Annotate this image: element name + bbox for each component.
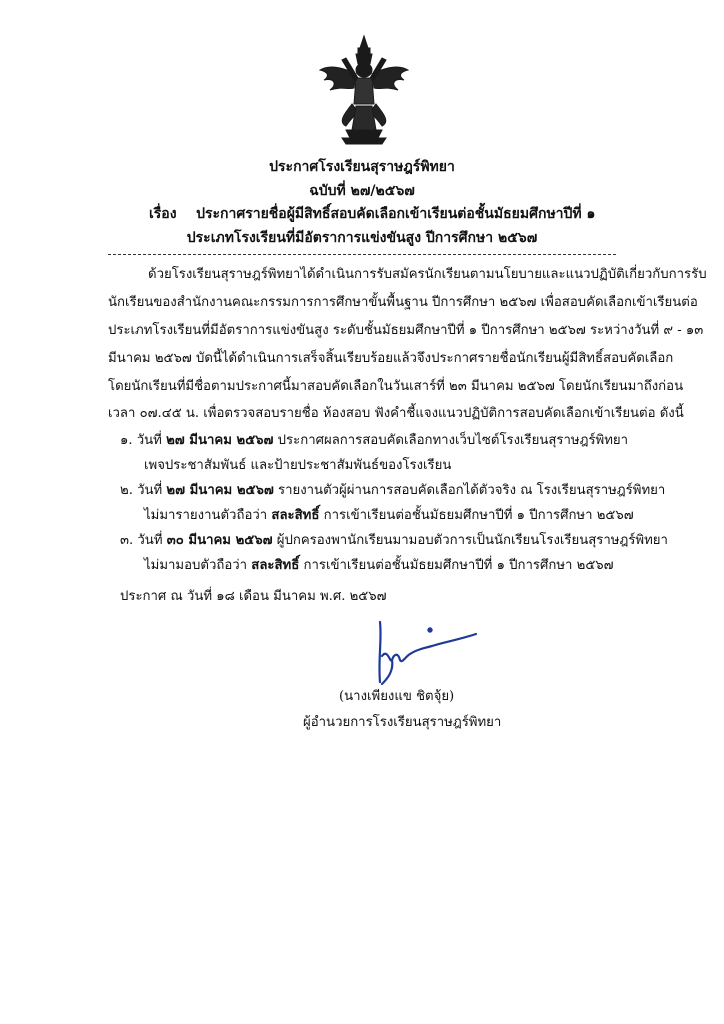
handwritten-signature-icon xyxy=(372,620,482,690)
list-item-continuation xyxy=(144,507,634,525)
paragraph-line: เวลา ๐๗.๔๕ น. เพื่อตรวจสอบรายชื่อ ห้องสอบ ฟังคำชี้แจงแนวปฏิบัติการสอบคัดเลือกเข้าเรียนต่อ ดังนี้ xyxy=(108,406,684,421)
item-number: ๒. วันที่ xyxy=(120,483,163,498)
item-date: ๒๗ มีนาคม ๒๕๖๗ xyxy=(166,483,274,498)
item-number: ๑. วันที่ xyxy=(120,433,162,448)
item-line2-suffix: การเข้าเรียนต่อชั้นมัธยมศึกษาปีที่ ๑ ปีการศึกษา ๒๕๖๗ xyxy=(323,508,634,523)
item-date: ๓๐ มีนาคม ๒๕๖๗ xyxy=(166,533,273,548)
item-line2: เพจประชาสัมพันธ์ และป้ายประชาสัมพันธ์ของโรงเรียน xyxy=(144,458,452,473)
paragraph-line: ด้วยโรงเรียนสุราษฎร์พิทยาได้ดำเนินการรับสมัครนักเรียนตามนโยบายและแนวปฏิบัติเกี่ยวกับการรับ xyxy=(148,267,707,282)
list-item-continuation xyxy=(144,457,451,475)
item-date: ๒๗ มีนาคม ๒๕๖๗ xyxy=(166,433,274,448)
list-item xyxy=(120,432,628,450)
paragraph-line: โดยนักเรียนที่มีชื่อตามประกาศนี้มาสอบคัดเลือกในวันเสาร์ที่ ๒๓ มีนาคม ๒๕๖๗ โดยนักเรียนมาถึงก่อน xyxy=(108,379,684,394)
list-item xyxy=(120,532,668,550)
item-line2-suffix: การเข้าเรียนต่อชั้นมัธยมศึกษาปีที่ ๑ ปีการศึกษา ๒๕๖๗ xyxy=(303,558,614,573)
item-number: ๓. วันที่ xyxy=(120,533,163,548)
announcement-date: ประกาศ ณ วันที่ ๑๘ เดือน มีนาคม พ.ศ. ๒๕๖๗ xyxy=(120,589,387,604)
document-title: ประกาศโรงเรียนสุราษฎร์พิทยา xyxy=(269,159,455,175)
item-text: ประกาศผลการสอบคัดเลือกทางเว็บไซต์โรงเรียนสุราษฎร์พิทยา xyxy=(277,433,629,448)
item-text: ผู้ปกครองพานักเรียนมามอบตัวการเป็นนักเรียนโรงเรียนสุราษฎร์พิทยา xyxy=(276,533,668,548)
signer-position: ผู้อำนวยการโรงเรียนสุราษฎร์พิทยา xyxy=(303,715,502,730)
item-line2-emphasis: สละสิทธิ์ xyxy=(271,508,320,523)
document-subject-line2: ประเภทโรงเรียนที่มีอัตราการแข่งขันสูง ปีการศึกษา ๒๕๖๗ xyxy=(186,230,538,246)
paragraph-line: มีนาคม ๒๕๖๗ บัดนี้ได้ดำเนินการเสร็จสิ้นเรียบร้อยแล้วจึงประกาศรายชื่อนักเรียนผู้มีสิทธิ์สอบคัดเลือก xyxy=(108,351,674,366)
subject-prefix: เรื่อง xyxy=(149,206,177,222)
item-line2-emphasis: สละสิทธิ์ xyxy=(251,558,300,573)
item-line2-prefix: ไม่มารายงานตัวถือว่า xyxy=(144,508,268,523)
paragraph-line: ประเภทโรงเรียนที่มีอัตราการแข่งขันสูง ระดับชั้นมัธยมศึกษาปีที่ ๑ ปีการศึกษา ๒๕๖๗ ระหว่างวันที่ ๙ - ๑๓ xyxy=(108,323,704,338)
header-divider xyxy=(108,254,616,255)
signer-name: (นางเพียงแข ชิตจุ้ย) xyxy=(339,689,455,704)
document-issue-number: ฉบับที่ ๒๗/๒๕๖๗ xyxy=(309,183,415,199)
garuda-emblem-icon xyxy=(316,34,412,146)
subject-text: ประกาศรายชื่อผู้มีสิทธิ์สอบคัดเลือกเข้าเรียนต่อชั้นมัธยมศึกษาปีที่ ๑ xyxy=(196,206,596,222)
item-text: รายงานตัวผู้ผ่านการสอบคัดเลือกได้ตัวจริง ณ โรงเรียนสุราษฎร์พิทยา xyxy=(278,483,666,498)
item-line2-prefix: ไม่มามอบตัวถือว่า xyxy=(144,558,248,573)
list-item xyxy=(120,482,665,500)
paragraph-line: นักเรียนของสำนักงานคณะกรรมการการศึกษาขั้นพื้นฐาน ปีการศึกษา ๒๕๖๗ เพื่อสอบคัดเลือกเข้าเรียนต่อ xyxy=(108,295,698,310)
document-subject-line xyxy=(149,203,595,225)
list-item-continuation xyxy=(144,557,614,575)
